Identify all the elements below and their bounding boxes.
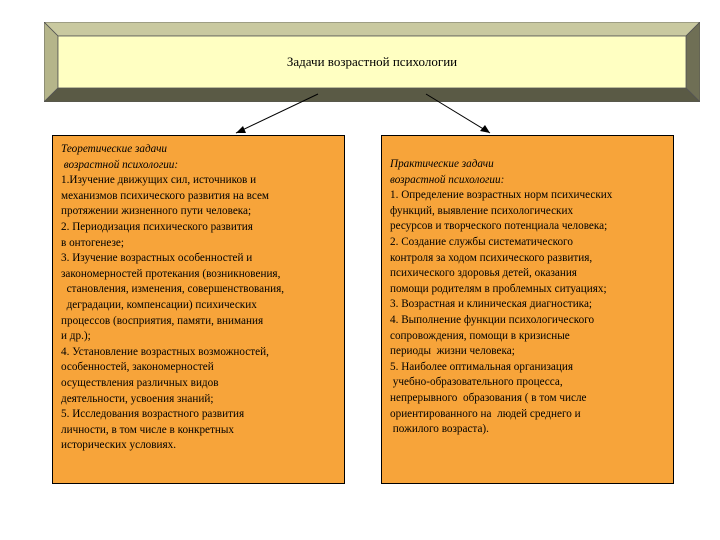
- practical-text-line: пожилого возраста).: [390, 423, 489, 436]
- practical-text-line: помощи родителям в проблемных ситуациях;: [390, 282, 607, 295]
- practical-text-line: 1. Определение возрастных норм психических: [390, 189, 613, 202]
- practical-text-line: ориентированного на людей среднего и: [390, 407, 581, 420]
- practical-text-line: 4. Выполнение функции психологического: [390, 313, 595, 326]
- practical-text-line: психического здоровья детей, оказания: [390, 267, 577, 280]
- theoretical-text-line: становления, изменения, совершенствования,: [61, 283, 285, 296]
- practical-text-line: 2. Создание службы систематического: [390, 235, 573, 248]
- practical-heading-line-2: возрастной психологии:: [390, 173, 505, 186]
- practical-tasks-panel: [381, 135, 674, 484]
- practical-heading-line-1: Практические задачи: [390, 158, 494, 170]
- arrow-right: [426, 94, 490, 133]
- practical-text-line: 5. Наиболее оптимальная организация: [390, 360, 573, 373]
- theoretical-tasks-panel: [52, 135, 345, 484]
- theoretical-text-line: 1.Изучение движущих сил, источников и: [61, 174, 257, 187]
- practical-text-line: контроля за ходом психического развития,: [390, 251, 593, 264]
- arrow-right-head: [480, 125, 490, 133]
- theoretical-text-line: 3. Изучение возрастных особенностей и: [61, 252, 253, 265]
- theoretical-text-line: процессов (восприятия, памяти, внимания: [61, 314, 264, 327]
- theoretical-text-line: деградации, компенсации) психических: [61, 298, 257, 311]
- theoretical-text-line: 4. Установление возрастных возможностей,: [61, 345, 269, 358]
- arrow-left: [236, 94, 318, 133]
- theoretical-text-line: осуществления различных видов: [61, 376, 219, 389]
- theoretical-text-line: деятельности, усвоения знаний;: [61, 392, 214, 405]
- theoretical-text-line: и др.);: [61, 330, 91, 343]
- practical-text-line: учебно-образовательного процесса,: [390, 376, 563, 389]
- theoretical-text-line: личности, в том числе в конкретных: [61, 423, 235, 436]
- theoretical-text-line: закономерностей протекания (возникновения,: [61, 267, 281, 280]
- diagram-title: Задачи возрастной психологии: [286, 54, 458, 69]
- theoretical-heading-line-2: возрастной психологии:: [61, 158, 179, 171]
- practical-text-line: 3. Возрастная и клиническая диагностика;: [390, 298, 593, 311]
- practical-text-line: непрерывного образования ( в том числе: [390, 391, 587, 404]
- practical-text-line: ресурсов и творческого потенциала человека;: [390, 220, 608, 233]
- theoretical-text-line: в онтогенезе;: [61, 236, 124, 249]
- practical-text-line: сопровождения, помощи в кризисные: [390, 329, 570, 342]
- theoretical-heading-line-1: Теоретические задачи: [61, 143, 168, 155]
- theoretical-text-line: 2. Периодизация психического развития: [61, 220, 253, 233]
- theoretical-text-line: особенностей, закономерностей: [61, 361, 214, 374]
- theoretical-text-line: исторических условиях.: [61, 439, 177, 452]
- arrow-left-head: [236, 126, 246, 133]
- theoretical-text-line: 5. Исследования возрастного развития: [61, 408, 245, 421]
- practical-text-line: функций, выявление психологических: [390, 204, 574, 217]
- theoretical-text-line: механизмов психического развития на всем: [61, 189, 269, 202]
- theoretical-text-line: протяжении жизненного пути человека;: [61, 205, 252, 218]
- practical-text-line: периоды жизни человека;: [390, 345, 515, 358]
